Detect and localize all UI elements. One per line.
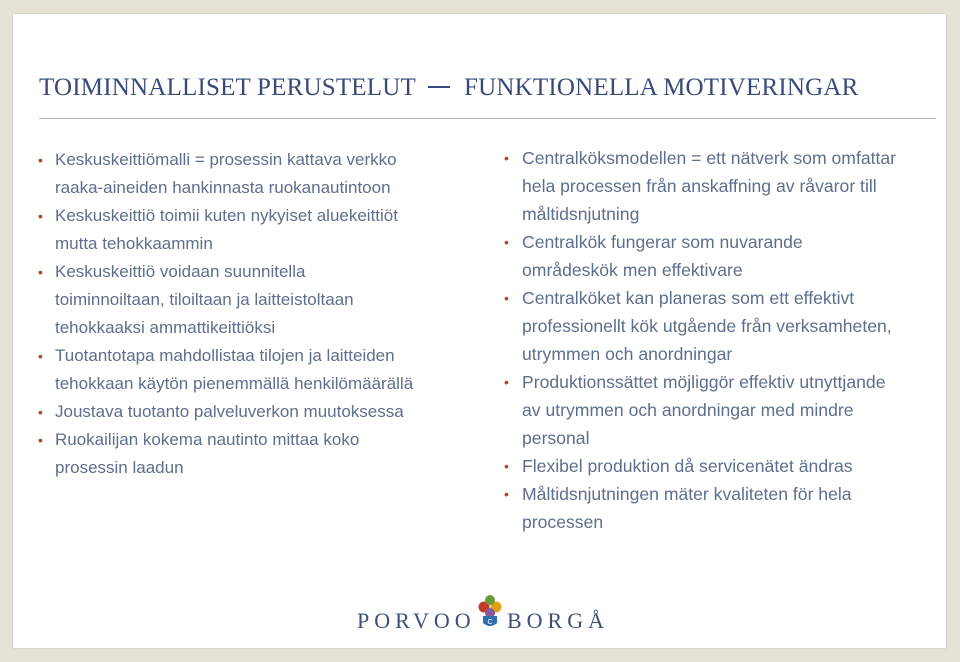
- bullet-text-line: Keskuskeittiömalli = prosessin kattava verkko: [55, 150, 397, 169]
- bullet-text-line: mutta tehokkaammin: [55, 234, 213, 253]
- left-bullet-item: [37, 258, 477, 342]
- bullet-text-line: personal: [522, 428, 590, 448]
- swedish-bullet-list: [503, 144, 943, 536]
- bullet-icon: •: [38, 152, 43, 168]
- bullet-icon: •: [504, 486, 509, 502]
- bullet-text-line: Joustava tuotanto palveluverkon muutoksessa: [55, 402, 404, 421]
- bullet-text-line: prosessin laadun: [55, 458, 184, 477]
- bullet-text-line: professionellt kök utgående från verksamheten,: [522, 316, 892, 336]
- right-bullet-item: [503, 144, 943, 228]
- bullet-icon: •: [504, 374, 509, 390]
- bullet-text-line: Centralkök fungerar som nuvarande: [522, 232, 803, 252]
- bullet-text-line: Keskuskeittiö voidaan suunnitella: [55, 262, 306, 281]
- left-bullet-item: [37, 426, 477, 482]
- left-bullet-item: [37, 398, 477, 426]
- title-separator: [428, 86, 450, 88]
- city-emblem-icon: [474, 594, 506, 630]
- bullet-text-line: tehokkaaksi ammattikeittiöksi: [55, 318, 276, 337]
- title-swedish: FUNKTIONELLA MOTIVERINGAR: [463, 74, 859, 101]
- bullet-icon: •: [38, 208, 43, 224]
- slide-title: [39, 74, 859, 102]
- bullet-text-line: processen: [522, 512, 604, 532]
- title-finnish: TOIMINNALLISET PERUSTELUT: [39, 74, 416, 101]
- bullet-text-line: Flexibel produktion då servicenätet ändras: [522, 456, 853, 476]
- porvoo-borga-logo: [357, 594, 617, 634]
- bullet-text-line: områdeskök men effektivare: [522, 260, 743, 280]
- bullet-text-line: Tuotantotapa mahdollistaa tilojen ja laitteiden: [55, 346, 395, 365]
- bullet-text-line: Centralköket kan planeras som ett effektivt: [522, 288, 855, 308]
- bullet-text-line: av utrymmen och anordningar med mindre: [522, 400, 854, 420]
- bullet-icon: •: [38, 348, 43, 364]
- bullet-icon: •: [38, 264, 43, 280]
- left-bullet-item: [37, 146, 477, 202]
- bullet-icon: •: [504, 150, 509, 166]
- bullet-icon: •: [504, 458, 509, 474]
- right-bullet-item: [503, 228, 943, 284]
- bullet-text-line: toiminnoiltaan, tiloiltaan ja laitteistoltaan: [55, 290, 354, 309]
- right-bullet-item: [503, 284, 943, 368]
- bullet-text-line: Centralköksmodellen = ett nätverk som omfattar: [522, 148, 897, 168]
- bullet-icon: •: [38, 432, 43, 448]
- bullet-text-line: raaka-aineiden hankinnasta ruokanautintoon: [55, 178, 391, 197]
- right-bullet-item: [503, 452, 943, 480]
- bullet-text-line: utrymmen och anordningar: [522, 344, 733, 364]
- bullet-icon: •: [504, 290, 509, 306]
- bullet-text-line: Produktionssättet möjliggör effektiv utnyttjande: [522, 372, 886, 392]
- finnish-bullet-list: [37, 146, 477, 482]
- left-bullet-item: [37, 342, 477, 398]
- slide: [13, 14, 946, 648]
- bullet-text-line: hela processen från anskaffning av råvaror till: [522, 176, 877, 196]
- bullet-text-line: tehokkaan käytön pienemmällä henkilömäärällä: [55, 374, 414, 393]
- svg-text:C: C: [487, 619, 493, 626]
- logo-word-borga: BORGÅ: [507, 608, 610, 633]
- title-divider: [39, 118, 936, 119]
- bullet-text-line: måltidsnjutning: [522, 204, 640, 224]
- bullet-text-line: Ruokailijan kokema nautinto mittaa koko: [55, 430, 360, 449]
- bullet-text-line: Keskuskeittiö toimii kuten nykyiset aluekeittiöt: [55, 206, 398, 225]
- right-bullet-item: [503, 480, 943, 536]
- bullet-icon: •: [38, 404, 43, 420]
- right-bullet-item: [503, 368, 943, 452]
- bullet-text-line: Måltidsnjutningen mäter kvaliteten för hela: [522, 484, 852, 504]
- logo-word-porvoo: PORVOO: [357, 608, 476, 633]
- bullet-icon: •: [504, 234, 509, 250]
- left-bullet-item: [37, 202, 477, 258]
